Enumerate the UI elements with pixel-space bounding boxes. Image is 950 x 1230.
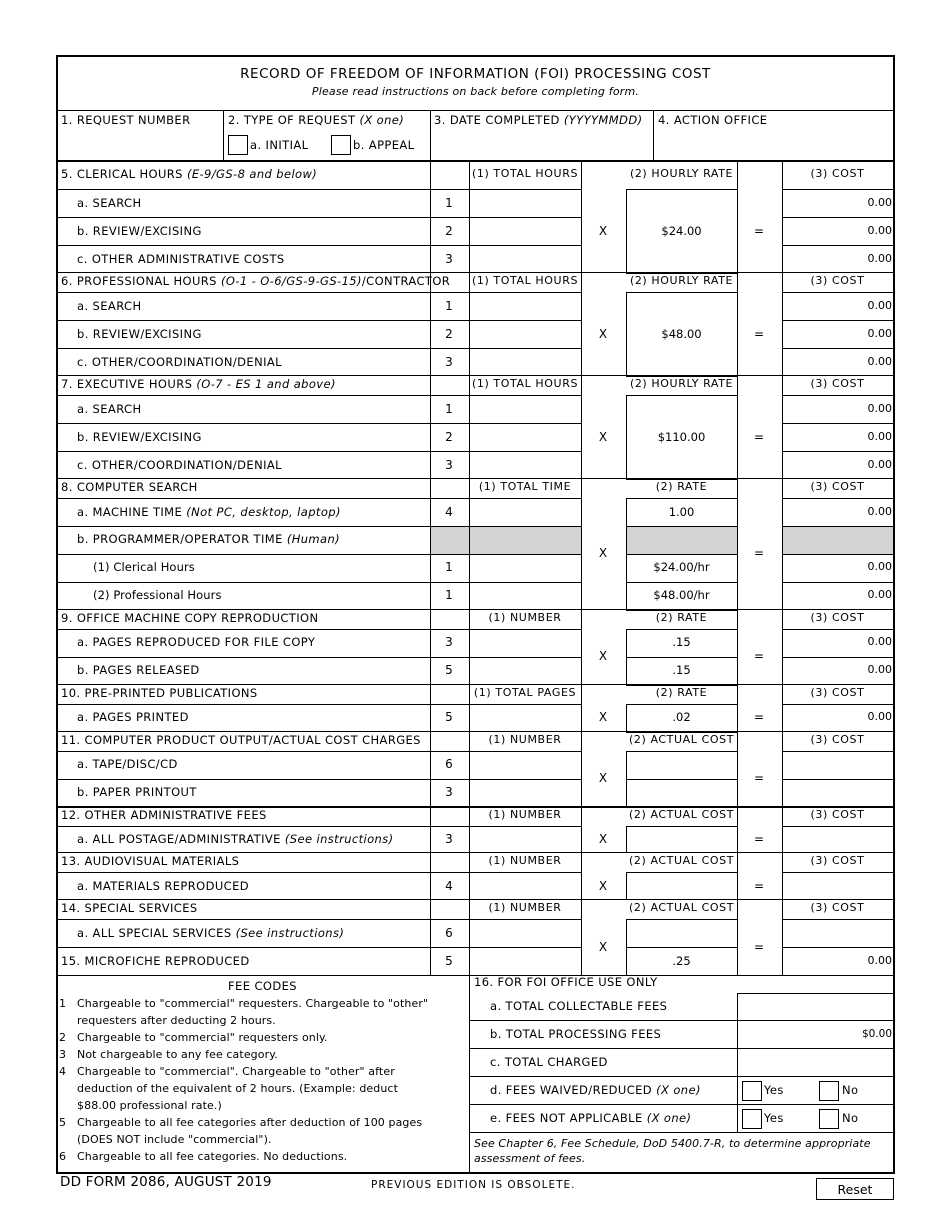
s6-multiply: X — [598, 327, 608, 341]
s5-row-label: b. REVIEW/EXCISING — [77, 224, 202, 238]
s9-number-header: (1) NUMBER — [488, 611, 562, 624]
s6-hourly-rate-header: (2) HOURLY RATE — [629, 274, 734, 287]
s11-tape-cost-input[interactable] — [785, 754, 894, 778]
s16-note-line1: See Chapter 6, Fee Schedule, DoD 5400.7-R, to determine appropriate — [474, 1137, 871, 1150]
s10-cost-header: (3) COST — [810, 686, 865, 699]
fee-code-text: (DOES NOT include "commercial"). — [77, 1133, 272, 1146]
s16-collectable-label: a. TOTAL COLLECTABLE FEES — [490, 999, 668, 1013]
fee-code-text: deduction of the equivalent of 2 hours. (Example: deduct — [77, 1082, 398, 1095]
s9-multiply: X — [598, 649, 608, 663]
s7-multiply: X — [598, 430, 608, 444]
s14-number-input[interactable] — [472, 922, 582, 946]
s12-actual-cost-input[interactable] — [629, 829, 737, 851]
s5-multiply: X — [598, 224, 608, 238]
s14-title: 14. SPECIAL SERVICES — [61, 901, 198, 915]
s7-hourly-rate-header: (2) HOURLY RATE — [629, 377, 734, 390]
s11-row-code: 3 — [445, 785, 453, 799]
s16-note-line2: assessment of fees. — [474, 1152, 586, 1165]
s10-code: 5 — [445, 710, 453, 724]
s16-processing-value: $0.00 — [861, 1028, 892, 1040]
s9-row-cost: 0.00 — [867, 663, 892, 676]
s9-row-code: 5 — [445, 663, 453, 677]
s5-row-code: 1 — [445, 196, 453, 210]
s8-programmer-time-shade — [470, 527, 581, 554]
s14-code: 6 — [445, 926, 453, 940]
s5-title: 5. CLERICAL HOURS (E-9/GS-8 and below) — [61, 167, 318, 181]
s8-machine-code: 4 — [445, 505, 453, 519]
fee-code-number: 5 — [59, 1116, 66, 1129]
s12-equals: = — [753, 832, 765, 846]
s10-title: 10. PRE-PRINTED PUBLICATIONS — [61, 686, 258, 700]
s7-row-cost: 0.00 — [867, 402, 892, 415]
s16-charged-input[interactable] — [741, 1051, 894, 1074]
s11-equals: = — [753, 771, 765, 785]
fee-code-number: 2 — [59, 1031, 66, 1044]
s6-row-cost: 0.00 — [867, 355, 892, 368]
s6-row-cost: 0.00 — [867, 299, 892, 312]
s15-rate: .25 — [672, 954, 691, 968]
s5-rate-value: $24.00 — [661, 224, 702, 238]
s8-professional-label: (2) Professional Hours — [93, 588, 222, 602]
s15-code: 5 — [445, 954, 453, 968]
s11-tape-number-input[interactable] — [472, 754, 582, 778]
s8-professional-hours-input[interactable] — [472, 585, 582, 609]
s13-actual-cost-input[interactable] — [629, 875, 737, 898]
s10-pages-input[interactable] — [472, 707, 582, 731]
s6-equals: = — [753, 327, 765, 341]
s9-equals: = — [753, 649, 765, 663]
s8-clerical-cost: 0.00 — [867, 560, 892, 573]
s9-row-label: a. PAGES REPRODUCED FOR FILE COPY — [77, 635, 316, 649]
s16-collectable-input[interactable] — [741, 996, 894, 1019]
s6-search-hours-input[interactable] — [472, 295, 582, 319]
s5-hourly-rate-header: (2) HOURLY RATE — [629, 167, 734, 180]
s7-rate-value: $110.00 — [657, 430, 706, 444]
s5-row-cost: 0.00 — [867, 224, 892, 237]
s10-multiply: X — [598, 710, 608, 724]
s7-other-hours-input[interactable] — [472, 454, 582, 478]
s13-cost-input[interactable] — [785, 875, 894, 898]
s9-rate-header: (2) RATE — [655, 611, 708, 624]
s9-row-rate: .15 — [672, 635, 691, 649]
fee-code-text: $88.00 professional rate.) — [77, 1099, 222, 1112]
s8-clerical-hours-input[interactable] — [472, 557, 582, 581]
s16-na-no-checkbox[interactable] — [819, 1109, 839, 1129]
s6-rate-value: $48.00 — [661, 327, 702, 341]
s13-number-input[interactable] — [472, 875, 582, 898]
s10-equals: = — [753, 710, 765, 724]
s16-waived-yes-checkbox[interactable] — [742, 1081, 762, 1101]
s10-rate: .02 — [672, 710, 691, 724]
action-office-input[interactable] — [658, 130, 892, 158]
s9-released-input[interactable] — [472, 660, 582, 684]
s8-rate-header: (2) RATE — [655, 480, 708, 493]
s9-row-cost: 0.00 — [867, 635, 892, 648]
s12-number-input[interactable] — [472, 829, 582, 851]
s7-row-code: 3 — [445, 458, 453, 472]
s14-cost-header: (3) COST — [810, 901, 865, 914]
s5-review-hours-input[interactable] — [472, 220, 582, 244]
s11-paper-cost-input[interactable] — [785, 782, 894, 806]
s15-title: 15. MICROFICHE REPRODUCED — [61, 954, 250, 968]
s6-other-hours-input[interactable] — [472, 351, 582, 375]
s16-na-no-label: No — [842, 1111, 859, 1125]
s8-machine-cost: 0.00 — [867, 505, 892, 518]
s16-na-yes-label: Yes — [764, 1111, 784, 1125]
s6-review-hours-input[interactable] — [472, 323, 582, 347]
s13-title: 13. AUDIOVISUAL MATERIALS — [61, 854, 240, 868]
s5-row-label: c. OTHER ADMINISTRATIVE COSTS — [77, 252, 285, 266]
fee-code-number: 1 — [59, 997, 66, 1010]
s6-row-code: 1 — [445, 299, 453, 313]
s10-total-pages-header: (1) TOTAL PAGES — [473, 686, 577, 699]
initial-label: a. INITIAL — [250, 138, 309, 152]
s7-cost-header: (3) COST — [810, 377, 865, 390]
s7-equals: = — [753, 430, 765, 444]
s13-label: a. MATERIALS REPRODUCED — [77, 879, 250, 893]
fee-code-number: 6 — [59, 1150, 66, 1163]
s16-processing-label: b. TOTAL PROCESSING FEES — [490, 1027, 662, 1041]
s8-title: 8. COMPUTER SEARCH — [61, 480, 198, 494]
s11-paper-actual-cost-input[interactable] — [629, 782, 737, 806]
fee-code-text: Chargeable to "commercial". Chargeable to "other" after — [77, 1065, 395, 1078]
s9-cost-header: (3) COST — [810, 611, 865, 624]
s14-equals: = — [753, 940, 765, 954]
s10-label: a. PAGES PRINTED — [77, 710, 189, 724]
s7-row-cost: 0.00 — [867, 458, 892, 471]
s13-cost-header: (3) COST — [810, 854, 865, 867]
s9-row-code: 3 — [445, 635, 453, 649]
s13-multiply: X — [598, 879, 608, 893]
date-completed-input[interactable] — [434, 130, 653, 158]
s5-equals: = — [753, 224, 765, 238]
s14-multiply: X — [598, 940, 608, 954]
date-completed-label: 3. DATE COMPLETED (YYYYMMDD) — [434, 113, 643, 127]
s8-programmer-code-shade — [431, 527, 469, 554]
s9-row-rate: .15 — [672, 663, 691, 677]
appeal-checkbox[interactable] — [331, 135, 351, 155]
s14-number-header: (1) NUMBER — [488, 901, 562, 914]
s14-label: a. ALL SPECIAL SERVICES (See instructions) — [77, 926, 345, 940]
s12-label: a. ALL POSTAGE/ADMINISTRATIVE (See instructions) — [77, 832, 394, 846]
s8-professional-cost: 0.00 — [867, 588, 892, 601]
s11-multiply: X — [598, 771, 608, 785]
s11-title: 11. COMPUTER PRODUCT OUTPUT/ACTUAL COST CHARGES — [61, 733, 421, 747]
s5-cost-header: (3) COST — [810, 167, 865, 180]
s6-row-label: c. OTHER/COORDINATION/DENIAL — [77, 355, 282, 369]
form-number: DD FORM 2086, AUGUST 2019 — [60, 1174, 272, 1190]
s15-cost: 0.00 — [867, 954, 892, 967]
s8-programmer-cost-shade — [783, 527, 893, 554]
s7-row-label: a. SEARCH — [77, 402, 142, 416]
s7-title: 7. EXECUTIVE HOURS (O-7 - ES 1 and above) — [61, 377, 336, 391]
s16-waived-no-label: No — [842, 1083, 859, 1097]
initial-checkbox[interactable] — [228, 135, 248, 155]
s8-machine-rate: 1.00 — [668, 505, 695, 519]
s16-waived-label: d. FEES WAIVED/REDUCED (X one) — [490, 1083, 701, 1097]
s6-row-code: 2 — [445, 327, 453, 341]
fee-code-text: Chargeable to "commercial" requesters only. — [77, 1031, 328, 1044]
s7-review-hours-input[interactable] — [472, 426, 582, 450]
s11-number-header: (1) NUMBER — [488, 733, 562, 746]
appeal-label: b. APPEAL — [353, 138, 415, 152]
s6-row-label: a. SEARCH — [77, 299, 142, 313]
s5-row-cost: 0.00 — [867, 252, 892, 265]
fee-code-text: Chargeable to all fee categories after deduction of 100 pages — [77, 1116, 423, 1129]
s16-na-yes-checkbox[interactable] — [742, 1109, 762, 1129]
s12-number-header: (1) NUMBER — [488, 808, 562, 821]
request-number-input[interactable] — [60, 130, 222, 158]
s5-row-code: 2 — [445, 224, 453, 238]
s13-equals: = — [753, 879, 765, 893]
s12-actual-cost-header: (2) ACTUAL COST — [628, 808, 735, 821]
s6-title: 6. PROFESSIONAL HOURS (O-1 - O-6/GS-9-GS-15)/CONTRACTOR — [61, 274, 451, 288]
fee-code-text: requesters after deducting 2 hours. — [77, 1014, 276, 1027]
fee-code-number: 4 — [59, 1065, 66, 1078]
type-of-request-label: 2. TYPE OF REQUEST (X one) — [228, 113, 405, 127]
s8-clerical-label: (1) Clerical Hours — [93, 560, 195, 574]
fee-code-text: Chargeable to all fee categories. No deductions. — [77, 1150, 348, 1163]
form-title: RECORD OF FREEDOM OF INFORMATION (FOI) PROCESSING COST — [240, 66, 711, 82]
fee-code-text: Not chargeable to any fee category. — [77, 1048, 278, 1061]
s7-row-code: 1 — [445, 402, 453, 416]
s5-row-code: 3 — [445, 252, 453, 266]
s12-cost-input[interactable] — [785, 829, 894, 851]
request-number-label: 1. REQUEST NUMBER — [61, 113, 191, 127]
s5-search-hours-input[interactable] — [472, 192, 582, 216]
s7-row-label: b. REVIEW/EXCISING — [77, 430, 202, 444]
s16-title: 16. FOR FOI OFFICE USE ONLY — [474, 975, 658, 989]
s8-programmer-label: b. PROGRAMMER/OPERATOR TIME (Human) — [77, 532, 341, 546]
s7-row-cost: 0.00 — [867, 430, 892, 443]
s8-total-time-header: (1) TOTAL TIME — [478, 480, 572, 493]
s9-row-label: b. PAGES RELEASED — [77, 663, 200, 677]
fee-code-text: Chargeable to "commercial" requesters. Chargeable to "other" — [77, 997, 429, 1010]
s5-row-cost: 0.00 — [867, 196, 892, 209]
s6-row-label: b. REVIEW/EXCISING — [77, 327, 202, 341]
s14-actual-cost-header: (2) ACTUAL COST — [628, 901, 735, 914]
s12-cost-header: (3) COST — [810, 808, 865, 821]
s7-row-code: 2 — [445, 430, 453, 444]
s12-title: 12. OTHER ADMINISTRATIVE FEES — [61, 808, 267, 822]
s16-waived-yes-label: Yes — [764, 1083, 784, 1097]
s11-row-label: b. PAPER PRINTOUT — [77, 785, 197, 799]
s8-clerical-rate: $24.00/hr — [653, 560, 710, 574]
s13-actual-cost-header: (2) ACTUAL COST — [628, 854, 735, 867]
s8-clerical-code: 1 — [445, 560, 453, 574]
s8-multiply: X — [598, 546, 608, 560]
s8-machine-label: a. MACHINE TIME (Not PC, desktop, laptop) — [77, 505, 341, 519]
s6-total-hours-header: (1) TOTAL HOURS — [471, 274, 579, 287]
s7-search-hours-input[interactable] — [472, 398, 582, 422]
s12-multiply: X — [598, 832, 608, 846]
s13-code: 4 — [445, 879, 453, 893]
s5-row-label: a. SEARCH — [77, 196, 142, 210]
s8-machine-time-input[interactable] — [472, 501, 582, 525]
action-office-label: 4. ACTION OFFICE — [658, 113, 768, 127]
s8-professional-code: 1 — [445, 588, 453, 602]
s7-row-label: c. OTHER/COORDINATION/DENIAL — [77, 458, 282, 472]
s12-code: 3 — [445, 832, 453, 846]
s8-programmer-rate-shade — [627, 527, 737, 554]
s11-actual-cost-header: (2) ACTUAL COST — [628, 733, 735, 746]
s10-cost: 0.00 — [867, 710, 892, 723]
s16-charged-label: c. TOTAL CHARGED — [490, 1055, 608, 1069]
fee-code-number: 3 — [59, 1048, 66, 1061]
s11-row-code: 6 — [445, 757, 453, 771]
s9-file-copy-input[interactable] — [472, 632, 582, 656]
s13-number-header: (1) NUMBER — [488, 854, 562, 867]
s7-total-hours-header: (1) TOTAL HOURS — [471, 377, 579, 390]
reset-button[interactable]: Reset — [816, 1178, 894, 1200]
s8-equals: = — [753, 546, 765, 560]
s15-number-input[interactable] — [472, 950, 582, 974]
s8-cost-header: (3) COST — [810, 480, 865, 493]
s6-row-code: 3 — [445, 355, 453, 369]
s8-professional-rate: $48.00/hr — [653, 588, 710, 602]
fee-codes-title: FEE CODES — [228, 979, 297, 993]
s11-paper-number-input[interactable] — [472, 782, 582, 806]
s11-cost-header: (3) COST — [810, 733, 865, 746]
s6-cost-header: (3) COST — [810, 274, 865, 287]
s14-actual-cost-input[interactable] — [629, 922, 737, 946]
s11-tape-actual-cost-input[interactable] — [629, 754, 737, 778]
s5-other-hours-input[interactable] — [472, 248, 582, 272]
s5-total-hours-header: (1) TOTAL HOURS — [471, 167, 579, 180]
s9-title: 9. OFFICE MACHINE COPY REPRODUCTION — [61, 611, 319, 625]
s6-row-cost: 0.00 — [867, 327, 892, 340]
s16-waived-no-checkbox[interactable] — [819, 1081, 839, 1101]
s11-row-label: a. TAPE/DISC/CD — [77, 757, 178, 771]
previous-edition-note: PREVIOUS EDITION IS OBSOLETE. — [371, 1179, 576, 1191]
s14-cost-input[interactable] — [785, 922, 894, 946]
form-subtitle: Please read instructions on back before completing form. — [311, 85, 640, 98]
s10-rate-header: (2) RATE — [655, 686, 708, 699]
s16-na-label: e. FEES NOT APPLICABLE (X one) — [490, 1111, 692, 1125]
